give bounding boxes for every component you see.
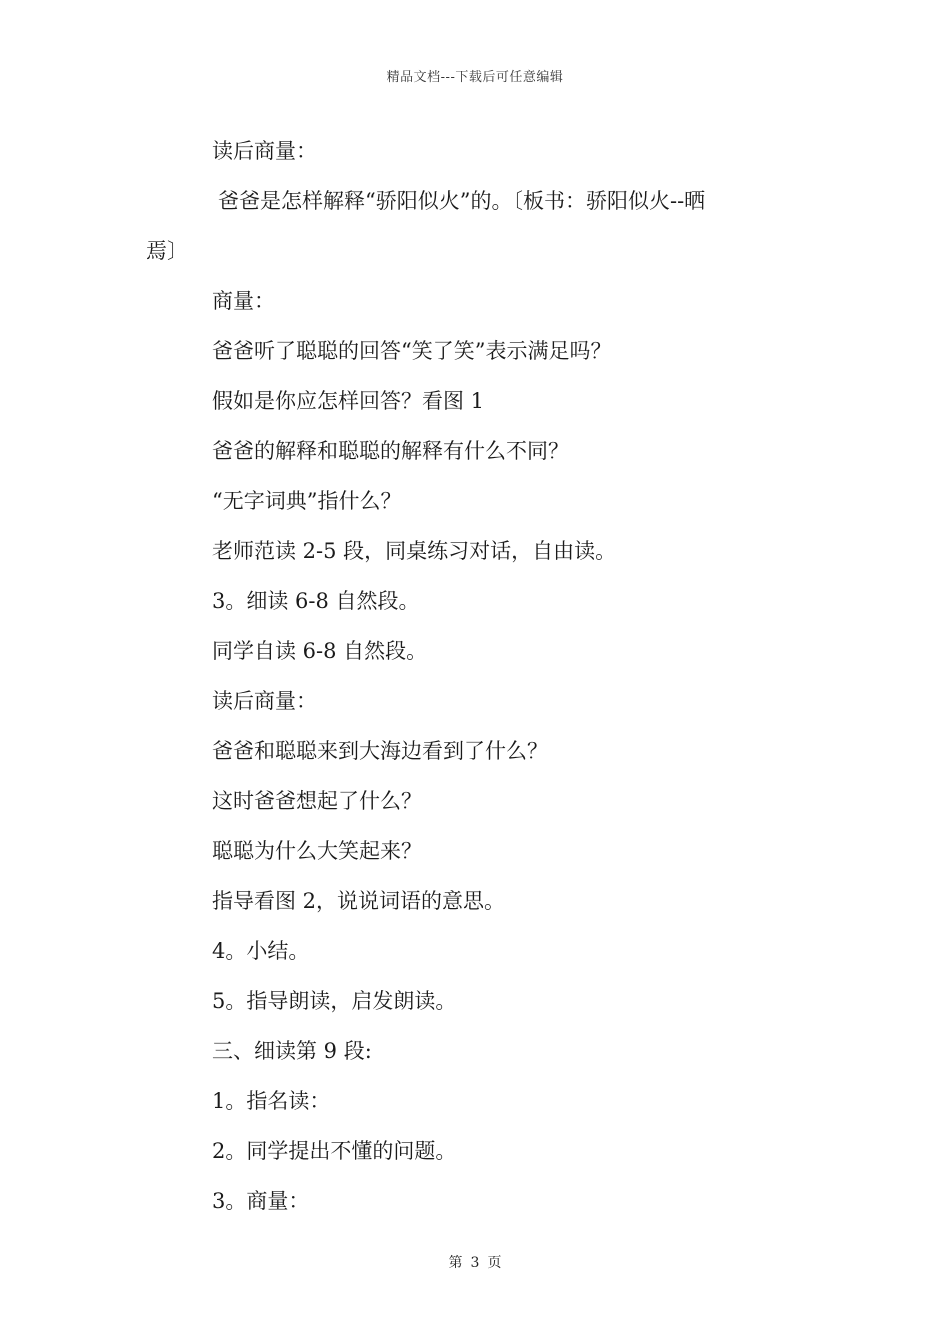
paragraph: 4。小结。	[212, 939, 310, 963]
page-label-prefix: 第	[448, 1255, 463, 1271]
page-label-suffix: 页	[487, 1255, 502, 1271]
paragraph: 2。同学提出不懂的问题。	[212, 1139, 457, 1163]
paragraph: 5。指导朗读，启发朗读。	[212, 989, 457, 1013]
paragraph: 这时爸爸想起了什么？	[212, 789, 422, 813]
paragraph: 聪聪为什么大笑起来？	[212, 839, 422, 863]
paragraph: 3。细读 6-8 自然段。	[212, 589, 420, 613]
paragraph: 读后商量：	[212, 689, 317, 713]
paragraph: 爸爸的解释和聪聪的解释有什么不同？	[212, 439, 569, 463]
paragraph: “无字词典”指什么？	[212, 489, 402, 513]
paragraph-continuation: 焉〕	[146, 239, 188, 263]
page-header: 精品文档---下载后可任意编辑	[386, 70, 564, 85]
paragraph: 老师范读 2-5 段，同桌练习对话，自由读。	[212, 539, 617, 563]
paragraph: 同学自读 6-8 自然段。	[212, 639, 428, 663]
paragraph: 爸爸听了聪聪的回答“笑了笑”表示满足吗？	[212, 339, 612, 363]
paragraph: 商量：	[212, 289, 275, 313]
document-body	[146, 132, 810, 1232]
page-number: 3	[470, 1255, 480, 1271]
paragraph: 3。商量：	[212, 1189, 310, 1213]
paragraph: 爸爸是怎样解释“骄阳似火”的。〔板书：骄阳似火--晒	[218, 189, 706, 213]
paragraph: 读后商量：	[212, 139, 317, 163]
paragraph: 假如是你应怎样回答？看图 1	[212, 389, 485, 413]
paragraph: 爸爸和聪聪来到大海边看到了什么？	[212, 739, 548, 763]
paragraph: 指导看图 2，说说词语的意思。	[212, 889, 506, 913]
page-footer	[0, 1252, 950, 1272]
paragraph: 三、细读第 9 段:	[212, 1039, 372, 1063]
paragraph: 1。指名读：	[212, 1089, 331, 1113]
